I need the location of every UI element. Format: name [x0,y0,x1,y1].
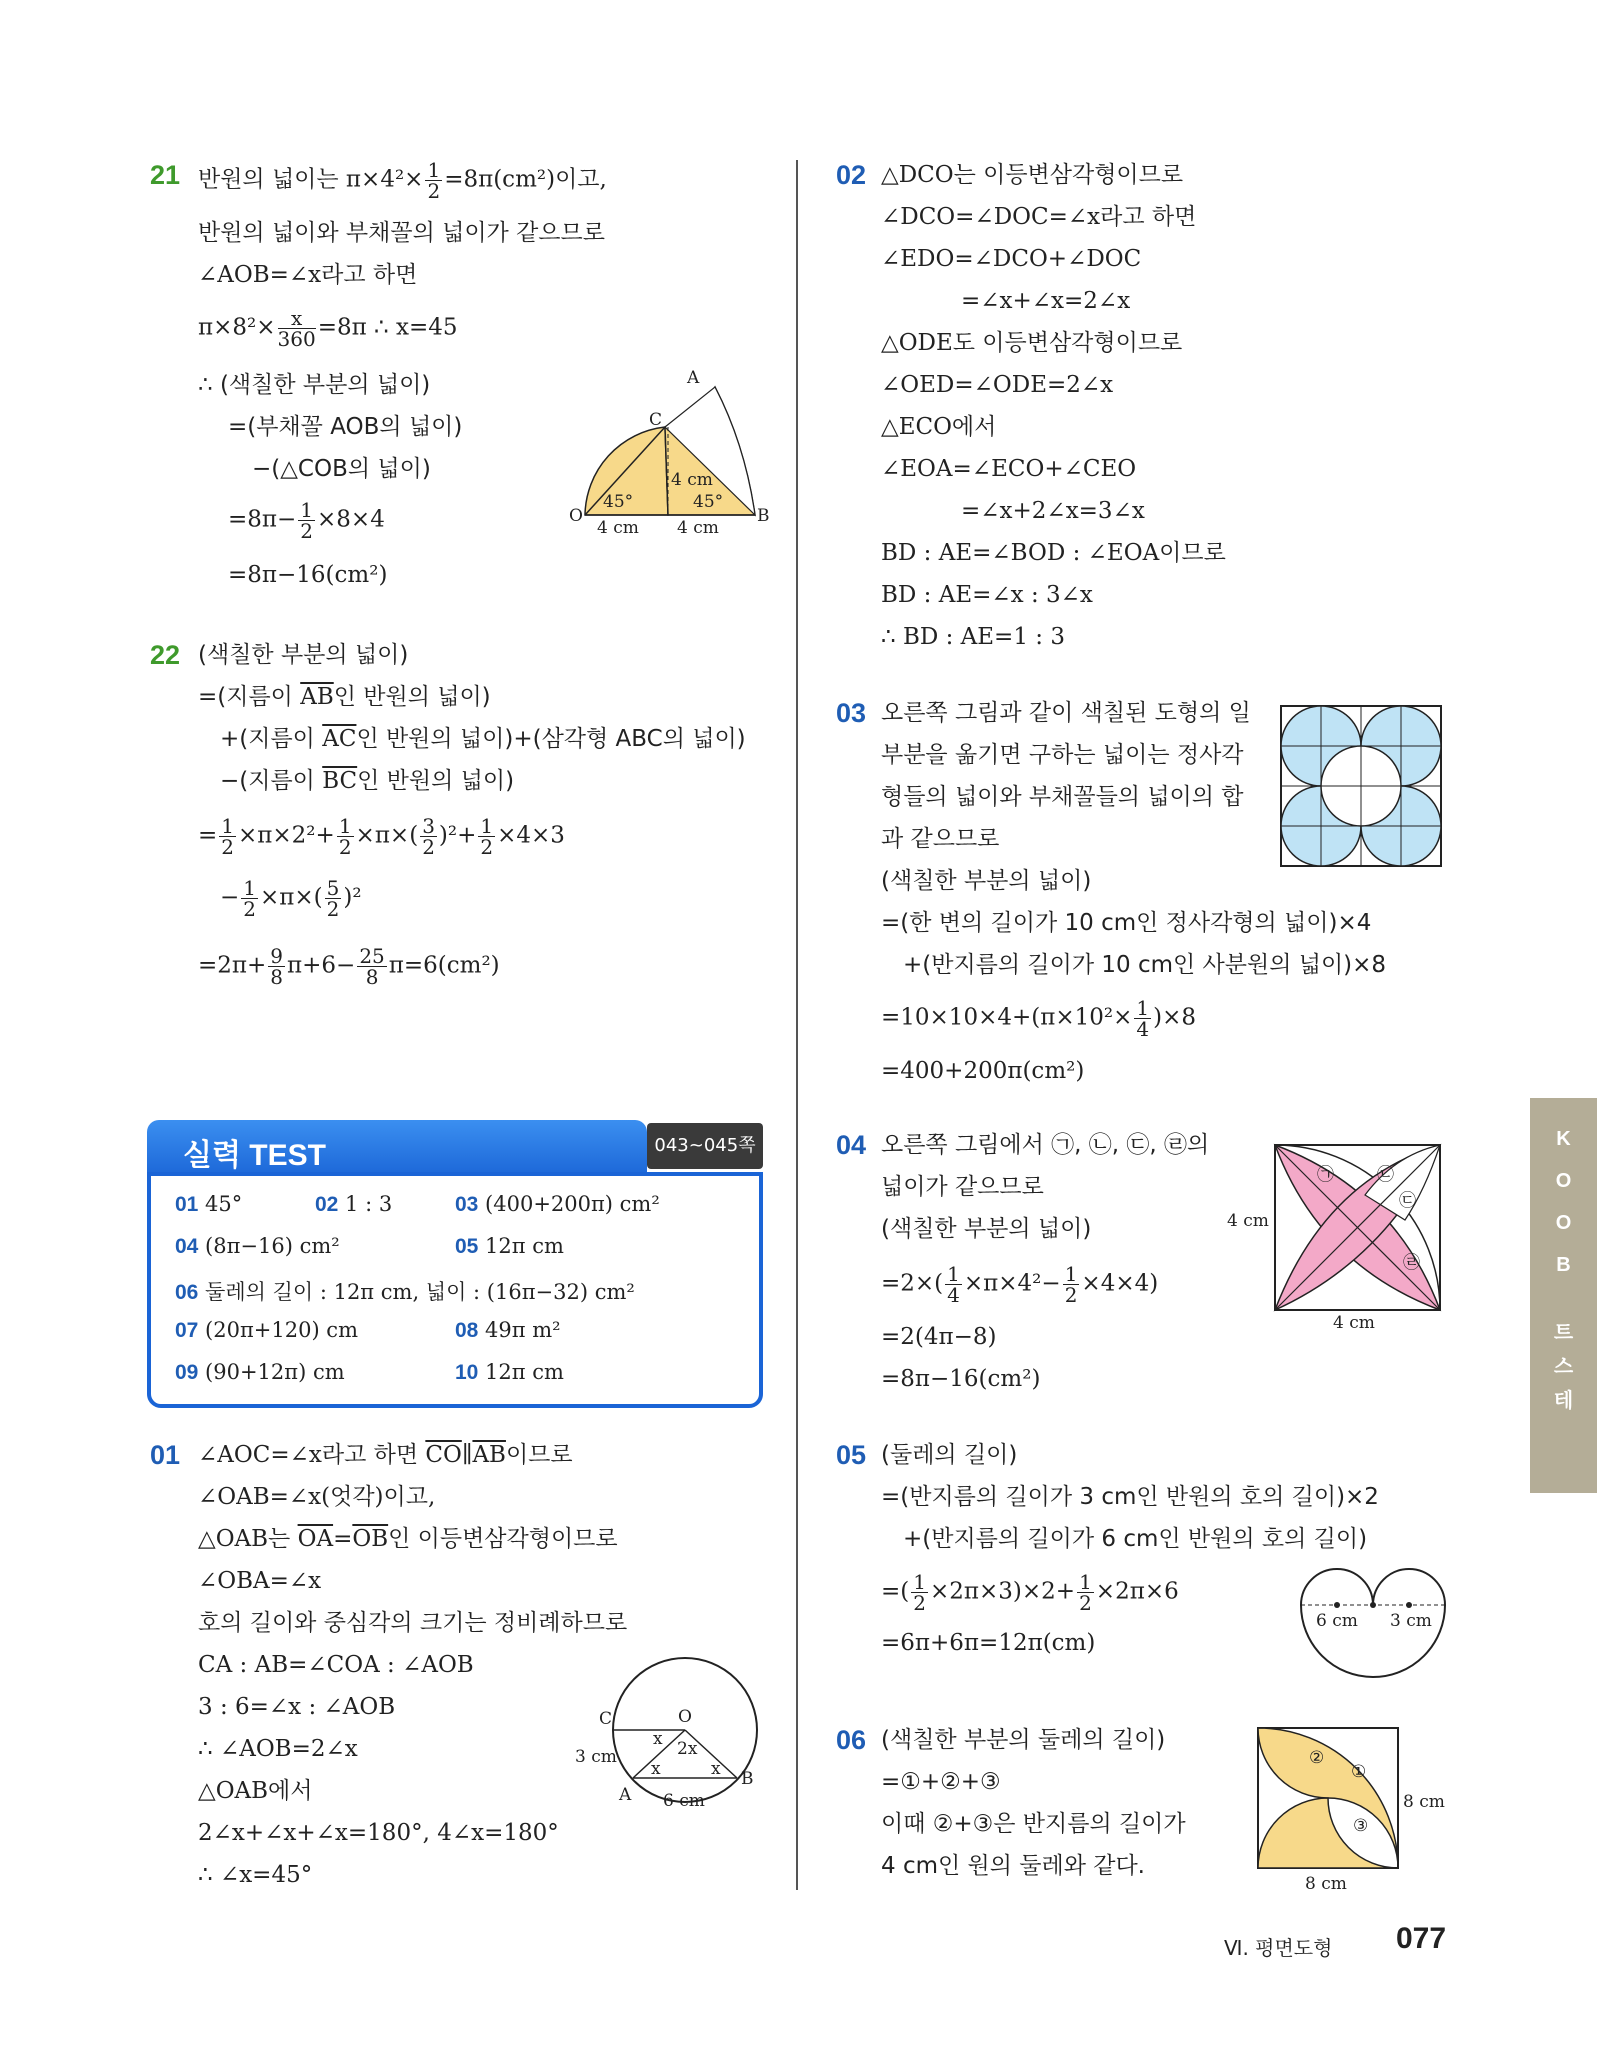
answer-text: 45° [205,1192,243,1216]
text-line [198,308,458,349]
text-line: ∴ ∠AOB=2∠x [198,1736,358,1762]
denominator: 2 [480,835,494,859]
text-line: BD : AE=∠x : 3∠x [881,582,1093,608]
arc-label: 6 cm [663,1791,705,1811]
text-line: ∠OBA=∠x [198,1568,322,1594]
answer-text: (8π−16) cm² [205,1234,340,1258]
text-line: 과 같으므로 [881,826,1000,852]
denominator: 2 [422,835,435,859]
answer-number: 07 [175,1319,199,1342]
denominator: 4 [1136,1017,1150,1041]
denominator: 8 [270,965,284,989]
text-line: 형들의 넓이와 부채꼴들의 넓이의 합 [881,784,1244,810]
text: − [220,884,240,911]
fraction [425,160,442,201]
numerator: 1 [947,1262,960,1286]
answer-item [455,1192,660,1217]
angle-label: x [653,1729,663,1749]
text-line: ∴ (색칠한 부분의 넓이) [198,372,431,398]
text-line: =8π−16(cm²) [228,562,388,588]
numerator: 3 [422,814,435,838]
text: =8π− [228,506,297,533]
answer-number: 06 [175,1281,199,1304]
numerator: 1 [338,814,352,838]
text-line [881,998,1196,1039]
text: ×4×3 [497,822,565,849]
denominator: 2 [300,519,314,543]
text-line: 넓이가 같으므로 [881,1174,1044,1200]
angle-label: x [711,1759,721,1779]
denominator: 2 [326,897,340,921]
text: ×π×( [260,884,323,911]
text-line: 호의 길이와 중심각의 크기는 정비례하므로 [198,1610,628,1636]
segment: $\overline{BC}$ [322,768,358,794]
arc-label: ① [1351,1762,1367,1782]
problem-22 [150,640,770,1000]
text-line [198,682,491,712]
region-label: ㉣ [1403,1253,1420,1273]
segment: $\overline{OA}$ [297,1526,334,1552]
text-line: ∠AOB=∠x라고 하면 [198,262,418,288]
text: 인 이등변삼각형이므로 [388,1526,618,1552]
label-o: O [678,1707,692,1727]
answer-item [175,1360,345,1385]
text-line: 부분을 옮기면 구하는 넓이는 정사각 [881,742,1244,768]
denominator: 2 [427,179,441,203]
fraction [337,816,354,857]
denominator: 2 [1064,1283,1078,1307]
fraction [268,946,285,987]
text: = [198,822,218,849]
denominator: 360 [277,327,316,351]
text: ×2π×3)×2+ [929,1578,1076,1605]
text-line [198,816,565,857]
tab-letter: 트 [1553,1322,1574,1344]
test-title: 실력 TEST [183,1139,326,1172]
numerator: 1 [1136,996,1150,1020]
text-line: 3 : 6=∠x : ∠AOB [198,1694,396,1720]
denominator: 4 [947,1283,960,1307]
angle-label: x [651,1759,661,1779]
base-label: 4 cm [677,518,719,538]
label-a: A [619,1785,632,1805]
side-label: 4 cm [1227,1211,1269,1231]
text: = [333,1526,353,1552]
text: ×2π×6 [1095,1578,1179,1605]
arc-label: 3 cm [575,1747,617,1767]
denominator: 2 [221,835,235,859]
height-label: 4 cm [671,470,713,490]
text-line: =①+②+③ [881,1769,1001,1795]
answer-item [175,1192,242,1217]
arc-label: ③ [1353,1816,1369,1836]
text: =2×( [881,1270,944,1297]
tab-letter: B [1556,1254,1571,1276]
answer-number: 04 [175,1235,199,1258]
tab-letter: 테 [1553,1390,1574,1412]
text: =2π+ [198,952,267,979]
label-c: C [599,1709,613,1729]
denominator: 2 [913,1591,926,1615]
text-line: =2(4π−8) [881,1324,997,1350]
text-line: 오른쪽 그림에서 ㉠, ㉡, ㉢, ㉣의 [881,1132,1210,1158]
center-point [1406,1602,1412,1608]
text: π+6− [287,952,356,979]
text: 인 반원의 넓이) [357,768,515,794]
text-line: △DCO는 이등변삼각형이므로 [881,162,1184,188]
text: ×π×2²+ [238,822,335,849]
figure-05 [1298,1560,1448,1680]
answer-item [315,1192,392,1217]
numerator: 1 [1079,1570,1092,1594]
answer-text: 12π cm [485,1360,564,1384]
text-line: 2∠x+∠x+∠x=180°, 4∠x=180° [198,1820,559,1846]
segment: $\overline{OB}$ [352,1526,389,1552]
text: △OAB는 [198,1526,298,1552]
angle-label: 45° [603,492,634,512]
text: 인 반원의 넓이) [333,684,491,710]
problem-number: 21 [150,160,181,190]
answer-number: 08 [455,1319,479,1342]
center-point [1370,1602,1376,1608]
problem-number: 22 [150,640,181,670]
radius-label: 6 cm [1316,1611,1358,1631]
text-line: ∠OAB=∠x(엇각)이고, [198,1484,436,1510]
column-divider [796,160,798,1890]
radius-label: 3 cm [1390,1611,1432,1631]
fraction [911,1572,928,1613]
figure-03 [1280,705,1442,867]
numerator: 9 [270,944,284,968]
answer-text: (400+200π) cm² [485,1192,660,1216]
segment: $\overline{AC}$ [322,726,357,752]
text: ∥ [461,1442,473,1468]
text-line: =6π+6π=12π(cm) [881,1630,1096,1656]
answer-number: 01 [175,1193,199,1216]
fraction [1077,1572,1094,1613]
numerator: 25 [359,944,385,968]
side-label: 4 cm [1333,1313,1375,1333]
text-line: 4 cm인 원의 둘레와 같다. [881,1853,1145,1879]
answer-text: 49π m² [485,1318,561,1342]
text-line: =∠x+2∠x=3∠x [961,498,1145,524]
figure-01 [575,1650,765,1820]
answer-number: 09 [175,1361,199,1384]
text-line: △ODE도 이등변삼각형이므로 [881,330,1183,356]
center-point [1334,1602,1340,1608]
segment: $\overline{AB}$ [472,1442,506,1468]
problem-number: 05 [836,1440,867,1470]
numerator: x [278,308,316,329]
problem-02 [833,160,1473,660]
text-line: ∴ ∠x=45° [198,1862,313,1888]
side-label: 8 cm [1403,1792,1445,1812]
text-line [220,724,746,754]
tab-letter: 스 [1553,1356,1574,1378]
text: −(지름이 [220,768,323,794]
text-line: (색칠한 부분의 넓이) [881,868,1092,894]
figure-06 [1255,1725,1455,1895]
problem-number: 04 [836,1130,867,1160]
text-line [220,878,362,919]
text: ×π×4²− [963,1270,1061,1297]
text-line [228,500,385,541]
answer-item [175,1234,340,1259]
text: ×8×4 [317,506,385,533]
answer-item [175,1276,635,1306]
text-line: =(한 변의 길이가 10 cm인 정사각형의 넓이)×4 [881,910,1372,936]
text-line: +(반지름의 길이가 10 cm인 사분원의 넓이)×8 [903,952,1387,978]
angle-label: 2x [677,1739,698,1759]
text: ∠AOC=∠x라고 하면 [198,1442,426,1468]
fraction [278,308,316,349]
text-line [881,1572,1179,1613]
fraction [219,816,236,857]
text: 인 반원의 넓이)+(삼각형 ABC의 넓이) [356,726,746,752]
numerator: 1 [427,158,441,182]
problem-number: 02 [836,160,867,190]
label-b: B [757,506,770,526]
text-line: CA : AB=∠COA : ∠AOB [198,1652,474,1678]
text-line: (색칠한 부분의 넓이) [881,1216,1092,1242]
text: 반원의 넓이는 π×4²× [198,166,424,193]
text-line [198,160,607,201]
text-line: △OAB에서 [198,1778,313,1804]
test-answer-box [147,1120,763,1400]
text-line: =∠x+∠x=2∠x [961,288,1131,314]
denominator: 2 [1079,1591,1092,1615]
text-line: ∠DCO=∠DOC=∠x라고 하면 [881,204,1197,230]
answer-text: 1 : 3 [345,1192,393,1216]
text: =(지름이 [198,684,301,710]
answer-item [455,1360,564,1385]
text-line: △ECO에서 [881,414,997,440]
text: 이므로 [505,1442,573,1468]
text-line: ∠OED=∠ODE=2∠x [881,372,1114,398]
text: =8π ∴ x=45 [317,314,458,341]
text: ×4×4) [1081,1270,1159,1297]
answer-text: (20π+120) cm [205,1318,358,1342]
fraction [298,500,315,541]
text: =( [881,1578,910,1605]
answer-number: 10 [455,1361,479,1384]
denominator: 8 [365,965,379,989]
text: ×π×( [355,822,419,849]
text-line: =8π−16(cm²) [881,1366,1041,1392]
text: )² [343,884,362,911]
label-b: B [741,1769,754,1789]
base-label: 4 cm [597,518,639,538]
problem-number: 06 [836,1725,867,1755]
label-a: A [687,368,700,388]
segment: $\overline{CO}$ [425,1442,462,1468]
text: =10×10×4+(π×10²× [881,1004,1133,1031]
answer-number: 02 [315,1193,339,1216]
numerator: 5 [326,876,340,900]
answer-list [147,1172,763,1408]
text-line: (색칠한 부분의 넓이) [198,642,409,668]
numerator: 1 [221,814,235,838]
label-c: C [649,410,663,430]
text-line: ∠EDO=∠DCO+∠DOC [881,246,1142,272]
section-tab [1530,1098,1597,1493]
text: )²+ [438,822,477,849]
side-label: 8 cm [1305,1874,1347,1894]
answer-text: 12π cm [485,1234,564,1258]
answer-number: 05 [455,1235,479,1258]
numerator: 1 [913,1570,926,1594]
answer-text: 둘레의 길이 : 12π cm, 넓이 : (16π−32) cm² [205,1280,635,1304]
numerator: 1 [1064,1262,1078,1286]
denominator: 2 [338,835,352,859]
tab-letter: O [1555,1170,1572,1192]
text-line [198,946,500,987]
problem-number: 03 [836,698,867,728]
text-line [220,766,514,796]
text-line: −(△COB의 넓이) [252,456,431,482]
page-range-tag: 043~045쪽 [647,1123,763,1169]
text-line: +(반지름의 길이가 6 cm인 반원의 호의 길이) [903,1526,1368,1552]
numerator: 1 [480,814,494,838]
region-label: ㉠ [1317,1165,1334,1185]
figure-21 [565,368,770,538]
answer-item [455,1234,564,1259]
text: π=6(cm²) [388,952,500,979]
fraction [325,878,342,919]
fraction [1063,1264,1080,1305]
numerator: 1 [300,498,314,522]
text: π×8²× [198,314,276,341]
text: +(지름이 [220,726,323,752]
text-line: 이때 ②+③은 반지름의 길이가 [881,1811,1186,1837]
text-line [881,1264,1158,1305]
arc-label: ② [1309,1748,1325,1768]
answer-item [455,1318,561,1343]
tab-letter: K [1556,1128,1571,1150]
answer-item [175,1318,358,1343]
fraction [478,816,495,857]
test-header [147,1120,647,1180]
text-line [198,1524,618,1554]
page-number: 077 [1396,1922,1447,1955]
text-line: =400+200π(cm²) [881,1058,1085,1084]
text: )×8 [1153,1004,1196,1031]
text-line [198,1440,573,1470]
region-label: ㉢ [1399,1191,1416,1211]
text-line: ∠EOA=∠ECO+∠CEO [881,456,1137,482]
tab-letter: O [1555,1212,1572,1234]
fraction [241,878,258,919]
text-line: (둘레의 길이) [881,1442,1018,1468]
text: =8π(cm²)이고, [444,166,607,193]
fraction [945,1264,962,1305]
text-line: 반원의 넓이와 부채꼴의 넓이가 같으므로 [198,220,605,246]
text-line: BD : AE=∠BOD : ∠EOA이므로 [881,540,1226,566]
problem-number: 01 [150,1440,181,1470]
text-line: =(부채꼴 AOB의 넓이) [228,414,463,440]
numerator: 1 [243,876,257,900]
text-line: =(반지름의 길이가 3 cm인 반원의 호의 길이)×2 [881,1484,1379,1510]
denominator: 2 [243,897,257,921]
text-line: (색칠한 부분의 둘레의 길이) [881,1727,1166,1753]
answer-number: 03 [455,1193,479,1216]
fraction [357,946,386,987]
region-label: ㉡ [1377,1165,1394,1185]
fraction [1134,998,1151,1039]
label-o: O [569,506,583,526]
fraction [420,816,437,857]
footer-section: Ⅵ. 평면도형 [1224,1936,1333,1960]
text-line: ∴ BD : AE=1 : 3 [881,624,1065,650]
angle-label: 45° [693,492,724,512]
text-line: 오른쪽 그림과 같이 색칠된 도형의 일 [881,700,1251,726]
answer-text: (90+12π) cm [205,1360,345,1384]
segment: $\overline{AB}$ [300,684,334,710]
figure-04 [1225,1140,1445,1333]
